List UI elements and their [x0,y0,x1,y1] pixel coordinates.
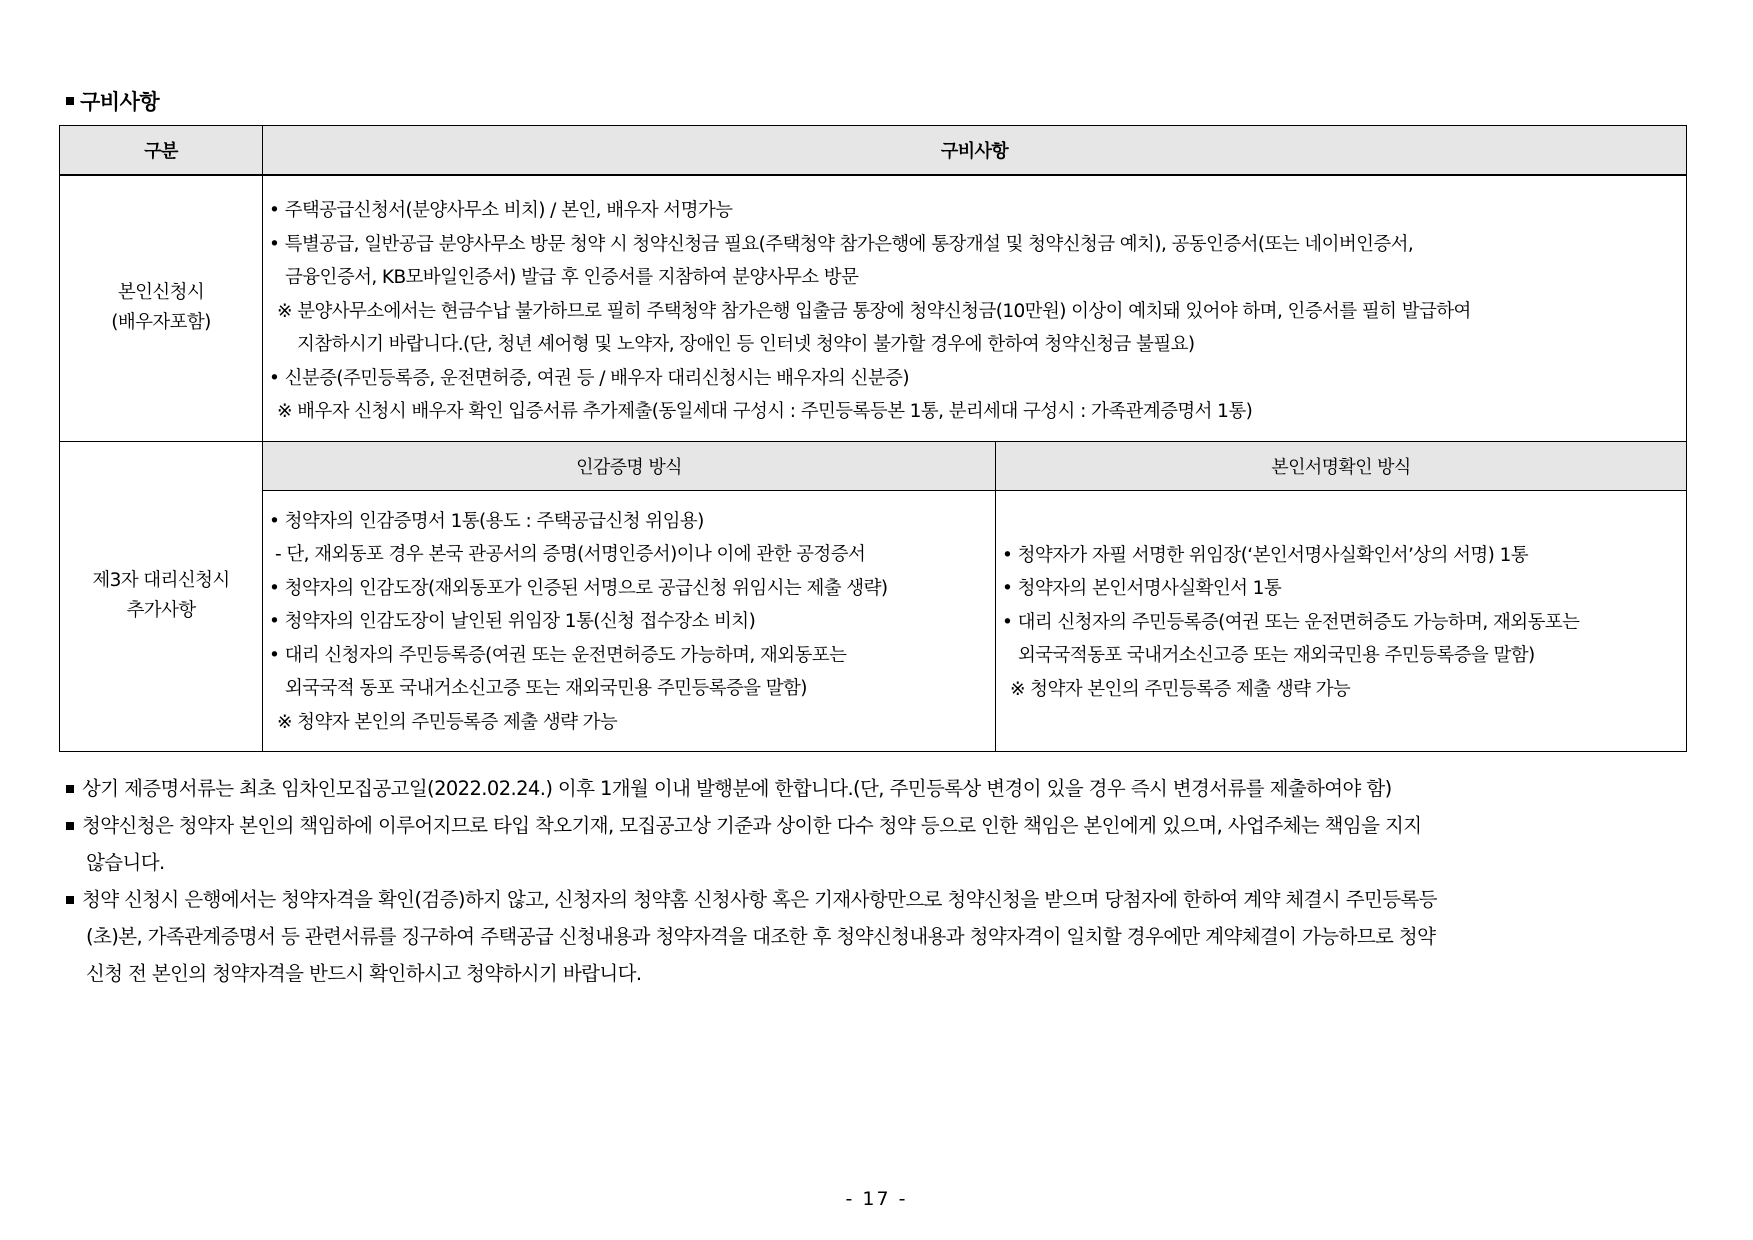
list-item: • 주택공급신청서(분양사무소 비치) / 본인, 배우자 서명가능 [269,200,733,221]
self-application-content [263,175,1687,441]
list-item: 외국국적동포 국내거소신고증 또는 재외국민용 주민등록증을 말함) [1018,645,1535,666]
table-header-row [60,126,1687,176]
proxy-content-row [60,490,1687,752]
note-item: 청약신청은 청약자 본인의 책임하에 이루어지므로 타입 착오기재, 모집공고상 기준과 상이한 다수 청약 등으로 인한 책임은 본인에게 있으며, 사업주체는 책임을 지지 않습니다. [66,807,1696,881]
list-item: - 단, 재외동포 경우 본국 관공서의 증명(서명인증서)이나 이에 관한 공정증서 [275,544,866,565]
section-title [66,86,159,116]
note-item: 상기 제증명서류는 최초 임차인모집공고일(2022.02.24.) 이후 1개월 이내 발행분에 한합니다.(단, 주민등록상 변경이 있을 경우 즉시 변경서류를 제출하여야 함) [66,770,1696,807]
header-requirements: 구비사항 [263,126,1687,176]
list-item: 외국국적 동포 국내거소신고증 또는 재외국민용 주민등록증을 말함) [285,678,807,699]
list-item: • 청약자가 자필 서명한 위임장(‘본인서명사실확인서’상의 서명) 1통 [1002,544,1529,566]
self-application-label: 본인신청시 (배우자포함) [60,175,263,441]
self-application-row [60,175,1687,441]
notice-item: ※ 청약자 본인의 주민등록증 제출 생략 가능 [277,711,618,733]
list-item: • 특별공급, 일반공급 분양사무소 방문 청약 시 청약신청금 필요(주택청약 참가은행에 통장개설 및 청약신청금 예치), 공동인증서(또는 네이버인증서, [269,233,1414,255]
list-item: • 청약자의 인감도장이 날인된 위임장 1통(신청 접수장소 비치) [269,611,756,632]
note-item: 청약 신청시 은행에서는 청약자격을 확인(검증)하지 않고, 신청자의 청약홈 신청사항 혹은 기재사항만으로 청약신청을 받으며 당첨자에 한하여 계약 체결시 주민등록등 (초)본, 가족관계증명서 등 관련서류를 징구하여 주택공급 신청내용과 청약자격을 대조한 후 청약신청내용과 청약자격이 일치할 경우에만 계약체결이 가능하므로 청약 신청 전 본인의 청약자격을 반드시 확인하시고 청약하시기 바랍니다. [66,881,1696,992]
list-item: • 신분증(주민등록증, 운전면허증, 여권 등 / 배우자 대리신청시는 배우자의 신분증) [269,367,909,389]
seal-method-header: 인감증명 방식 [263,441,996,490]
list-item: • 청약자의 본인서명사실확인서 1통 [1002,578,1282,599]
header-category: 구분 [60,126,263,176]
list-item: • 청약자의 인감증명서 1통(용도 : 주택공급신청 위임용) [269,510,704,532]
signature-method-content [996,490,1687,752]
notes-section [66,770,1696,992]
list-item: • 대리 신청자의 주민등록증(여권 또는 운전면허증도 가능하며, 재외동포는 [269,644,847,666]
proxy-subheader-row [60,441,1687,490]
signature-method-header: 본인서명확인 방식 [996,441,1687,490]
list-item: • 청약자의 인감도장(재외동포가 인증된 서명으로 공급신청 위임시는 제출 생략) [269,577,888,599]
notice-item: 지참하시기 바랍니다.(단, 청년 셰어형 및 노약자, 장애인 등 인터넷 청약이 불가할 경우에 한하여 청약신청금 불필요) [297,334,1195,355]
notice-item: ※ 분양사무소에서는 현금수납 불가하므로 필히 주택청약 참가은행 입출금 통장에 청약신청금(10만원) 이상이 예치돼 있어야 하며, 인증서를 필히 발급하여 [277,300,1471,322]
page-number: - 17 - [845,1188,908,1210]
notice-item: ※ 청약자 본인의 주민등록증 제출 생략 가능 [1010,678,1351,700]
seal-method-content [263,490,996,752]
square-bullet-icon [66,97,74,105]
list-item: • 대리 신청자의 주민등록증(여권 또는 운전면허증도 가능하며, 재외동포는 [1002,611,1580,633]
proxy-application-label: 제3자 대리신청시 추가사항 [60,441,263,752]
notice-item: ※ 배우자 신청시 배우자 확인 입증서류 추가제출(동일세대 구성시 : 주민등록등본 1통, 분리세대 구성시 : 가족관계증명서 1통) [277,401,1253,422]
list-item: 금융인증서, KB모바일인증서) 발급 후 인증서를 지참하여 분양사무소 방문 [285,267,859,288]
section-title-text: 구비사항 [80,90,160,114]
requirements-table [59,125,1687,752]
